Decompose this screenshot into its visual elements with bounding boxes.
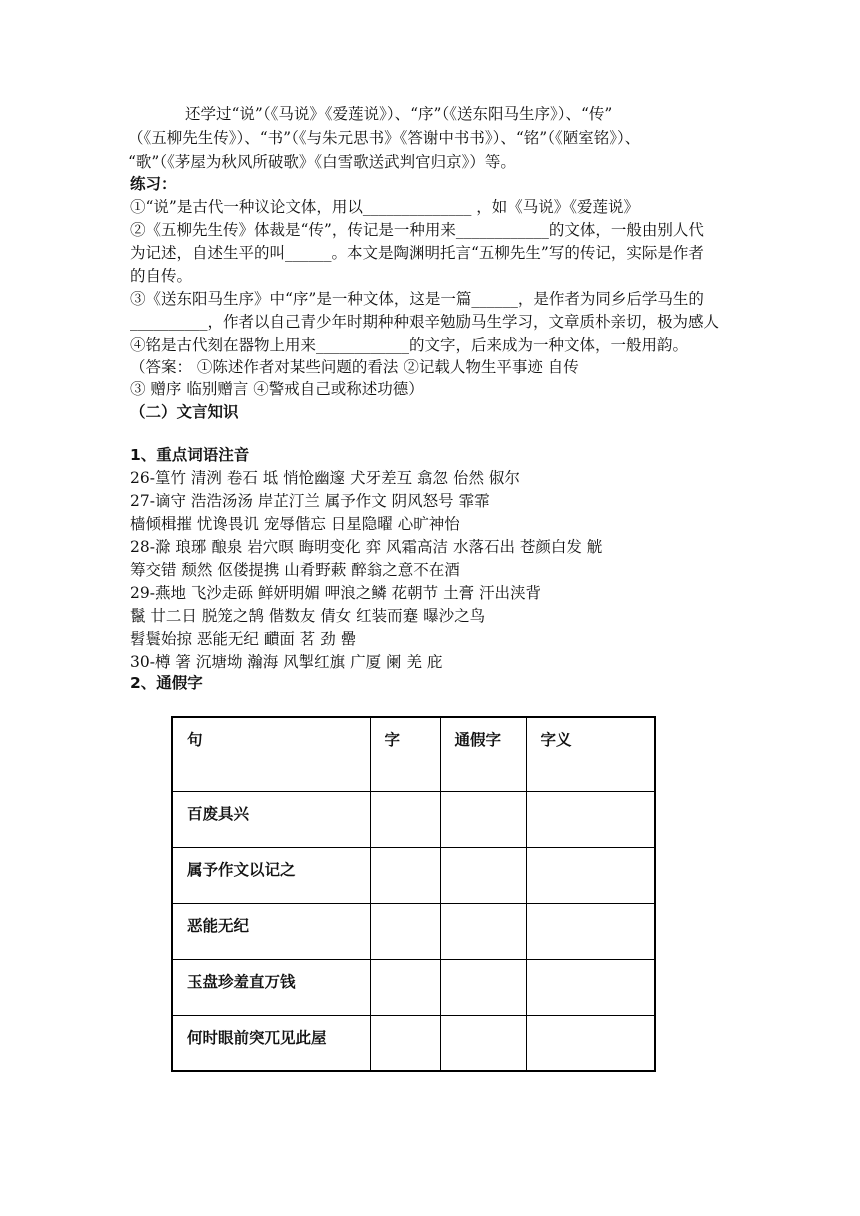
table-cell-blank[interactable] — [440, 847, 526, 903]
subsection-heading: 2、通假字 — [130, 674, 203, 692]
table-row — [172, 1015, 655, 1071]
vocab-line: 髫鬟始掠 恶能无纪 靧面 茗 劲 罍 — [130, 630, 357, 648]
table-row — [172, 959, 655, 1015]
table-cell-blank[interactable] — [370, 959, 440, 1015]
table-cell-sentence: 属予作文以记之 — [172, 847, 370, 903]
table-cell-blank[interactable] — [526, 791, 655, 847]
answer-line: ③ 赠序 临别赠言 ④警戒自己或称述功德） — [130, 380, 424, 398]
table-row — [172, 847, 655, 903]
vocab-line: 26-篁竹 清洌 卷石 坻 悄怆幽邃 犬牙差互 翕忽 佁然 俶尔 — [130, 469, 520, 487]
table-cell-blank[interactable] — [526, 847, 655, 903]
vocab-line: 27-谪守 浩浩汤汤 岸芷汀兰 属予作文 阴风怒号 霏霏 — [130, 492, 490, 510]
table-header-tongjia: 通假字 — [440, 717, 526, 791]
table-cell-blank[interactable] — [370, 903, 440, 959]
table-row — [172, 791, 655, 847]
intro-line: “歌”（《茅屋为秋风所破歌》《白雪歌送武判官归京》）等。 — [128, 153, 516, 171]
table-cell-sentence: 何时眼前突兀见此屋 — [172, 1015, 370, 1071]
vocab-line: 28-滁 琅琊 酿泉 岩穴暝 晦明变化 弈 风霜高洁 水落石出 苍颜白发 觥 — [130, 538, 603, 556]
practice-line: __________，作者以自己青少年时期种种艰辛勉励马生学习，文章质朴亲切，极为感人 — [130, 313, 720, 331]
practice-line: 为记述，自述生平的叫______。本文是陶渊明托言“五柳先生”写的传记，实际是作者 — [130, 244, 704, 262]
table-header-meaning: 字义 — [526, 717, 655, 791]
table-cell-blank[interactable] — [440, 959, 526, 1015]
table-cell-blank[interactable] — [370, 791, 440, 847]
table-cell-blank[interactable] — [370, 1015, 440, 1071]
table-cell-blank[interactable] — [370, 847, 440, 903]
vocab-line: 樯倾楫摧 忧谗畏讥 宠辱偕忘 日星隐曜 心旷神怡 — [130, 515, 460, 533]
vocab-line: 30-樽 箸 沉塘坳 瀚海 风掣红旗 广厦 阑 羌 庇 — [130, 653, 443, 671]
practice-line: ③《送东阳马生序》中“序”是一种文体，这是一篇______，是作者为同乡后学马生的 — [130, 290, 704, 308]
practice-line: ②《五柳先生传》体裁是“传”，传记是一种用来____________的文体，一般由别人代 — [130, 221, 704, 239]
intro-line: （《五柳先生传》）、“书”（《与朱元思书》《答谢中书书》）、“铭”（《陋室铭》）、 — [128, 129, 641, 147]
answer-line: （答案： ①陈述作者对某些问题的看法 ②记载人物生平事迹 自传 — [130, 358, 579, 376]
tongjia-table — [171, 716, 656, 1072]
table-header-row — [172, 717, 655, 791]
practice-line: 的自传。 — [130, 267, 193, 285]
intro-line: 还学过“说”（《马说》《爱莲说》）、“序”（《送东阳马生序》）、“传” — [185, 105, 613, 123]
table-cell-sentence: 百废具兴 — [172, 791, 370, 847]
table-cell-blank[interactable] — [526, 903, 655, 959]
practice-heading: 练习： — [130, 175, 177, 193]
vocab-line: 筹交错 颓然 伛偻提携 山肴野蔌 醉翁之意不在酒 — [130, 561, 460, 579]
table-cell-sentence: 恶能无纪 — [172, 903, 370, 959]
table-cell-sentence: 玉盘珍羞直万钱 — [172, 959, 370, 1015]
table-cell-blank[interactable] — [526, 1015, 655, 1071]
table-header-sentence: 句 — [172, 717, 370, 791]
table-cell-blank[interactable] — [440, 903, 526, 959]
practice-line: ④铭是古代刻在器物上用来____________的文字，后来成为一种文体，一般用韵。 — [130, 336, 689, 354]
subsection-heading: 1、重点词语注音 — [130, 446, 250, 464]
vocab-line: 29-燕地 飞沙走砾 鲜妍明媚 呷浪之鳞 花朝节 土膏 汗出浃背 — [130, 584, 542, 602]
table-row — [172, 903, 655, 959]
table-cell-blank[interactable] — [440, 1015, 526, 1071]
table-cell-blank[interactable] — [440, 791, 526, 847]
section-heading: （二）文言知识 — [130, 403, 239, 421]
table-header-char: 字 — [370, 717, 440, 791]
practice-line: ①“说”是古代一种议论文体，用以______________ ，如《马说》《爱莲说》 — [130, 198, 640, 216]
table-cell-blank[interactable] — [526, 959, 655, 1015]
vocab-line: 鬣 廿二日 脱笼之鹄 偕数友 倩女 红装而蹇 曝沙之鸟 — [130, 607, 486, 625]
